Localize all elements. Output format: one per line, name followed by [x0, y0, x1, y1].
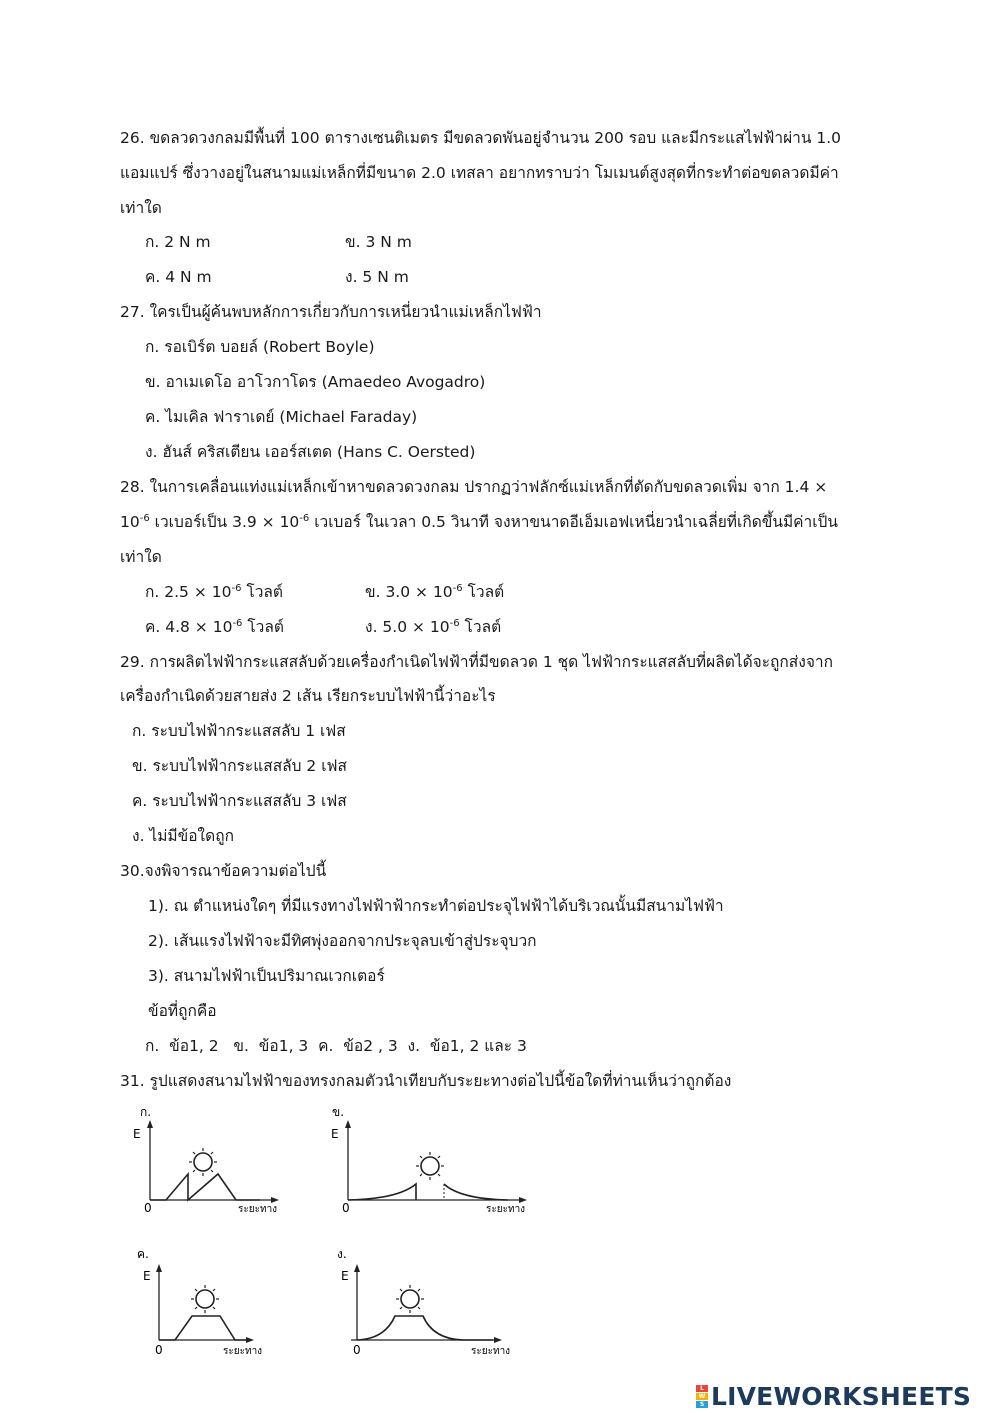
q30-choices: ก. ข้อ1, 2 ข. ข้อ1, 3 ค. ข้อ2 , 3 ง. ข้อ1, 2 และ 3: [145, 1037, 527, 1055]
graph-b-xlabel: ระยะทาง: [486, 1204, 526, 1215]
q27-choice-c: ค. ไมเคิล ฟาราเดย์ (Michael Faraday): [145, 408, 418, 426]
graph-a-origin: 0: [144, 1201, 152, 1215]
q27-choice-b: ข. อาเมเดโอ อาโวกาโดร (Amaedeo Avogadro): [145, 373, 486, 391]
q29-line-1: 29. การผลิตไฟฟ้ากระแสสลับด้วยเครื่องกำเนิดไฟฟ้าที่มีขดลวด 1 ชุด ไฟฟ้ากระแสสลับที่ผลิตได้จะถูกส่งจาก: [120, 653, 834, 671]
graph-b-curve: [348, 1184, 508, 1200]
q29-choice-c: ค. ระบบไฟฟ้ากระแสสลับ 3 เฟส: [132, 792, 347, 810]
graph-b-sphere: [421, 1157, 439, 1175]
q26-line-2: แอมแปร์ ซึ่งวางอยู่ในสนามแม่เหล็กที่มีขนาด 2.0 เทสลา อยากทราบว่า โมเมนต์สูงสุดที่กระทำต่อขดลวดมีค่า: [120, 164, 839, 182]
q26-choice-a: ก. 2 N m: [145, 233, 211, 251]
graph-a-y-arrow: [147, 1120, 153, 1128]
q29-choice-b: ข. ระบบไฟฟ้ากระแสสลับ 2 เฟส: [132, 757, 347, 775]
q28-line-2: $10^{-6}$ เวเบอร์เป็น $3.9 \times 10^{-6}$ เวเบอร์ ในเวลา 0.5 วินาที จงหาขนาดอีเอ็มเอฟเหนี่ยวนำเฉลี่ยที่เกิดขึ้นมีค่าเป็น: [120, 513, 838, 531]
graph-a-curve: [150, 1174, 260, 1200]
graph-d: [333, 1246, 513, 1358]
graph-a-x-arrow: [271, 1197, 279, 1203]
q28-line-3: เท่าใด: [120, 548, 162, 566]
q30-statement-3: 3). สนามไฟฟ้าเป็นปริมาณเวกเตอร์: [148, 967, 385, 985]
q29-line-2: เครื่องกำเนิดด้วยสายส่ง 2 เส้น เรียกระบบไฟฟ้านี้ว่าอะไร: [120, 687, 496, 705]
graph-c-curve: [159, 1316, 247, 1340]
liveworksheets-logo[interactable]: [696, 1381, 971, 1411]
q28-choice-a: ก. $2.5 \times 10^{-6}$ โวลต์: [145, 583, 283, 601]
q30-statement-2: 2). เส้นแรงไฟฟ้าจะมีทิศพุ่งออกจากประจุลบเข้าสู่ประจุบวก: [148, 932, 537, 950]
q26-choice-d: ง. 5 N m: [345, 268, 409, 286]
q30-statement-1: 1). ณ ตำแหน่งใดๆ ที่มีแรงทางไฟฟ้าฟ้ากระทำต่อประจุไฟฟ้าได้บริเวณนั้นมีสนามไฟฟ้า: [148, 897, 724, 915]
graph-c: [135, 1246, 290, 1358]
graph-d-ylabel: E: [341, 1269, 349, 1283]
brand-name: LIVEWORKSHEETS: [711, 1381, 972, 1411]
graph-c-label: ค.: [137, 1247, 149, 1261]
q29-choice-d: ง. ไม่มีข้อใดถูก: [132, 827, 234, 845]
graph-d-xlabel: ระยะทาง: [471, 1346, 511, 1357]
q28-line-1: 28. ในการเคลื่อนแท่งแม่เหล็กเข้าหาขดลวดวงกลม ปรากฏว่าฟลักซ์แม่เหล็กที่ตัดกับขดลวดเพิ่ม จาก 1.4 ×: [120, 478, 828, 496]
q26-line-3: เท่าใด: [120, 199, 162, 217]
graph-d-label: ง.: [337, 1247, 347, 1261]
q28-choice-c: ค. $4.8 \times 10^{-6}$ โวลต์: [145, 618, 284, 636]
graph-b-ylabel: E: [331, 1127, 339, 1141]
q30-line-1: 30.จงพิจารณาข้อความต่อไปนี้: [120, 862, 327, 880]
graph-c-origin: 0: [155, 1343, 163, 1357]
graph-a-ylabel: E: [133, 1127, 141, 1141]
graph-a-xlabel: ระยะทาง: [238, 1204, 278, 1215]
graph-d-x-arrow: [494, 1337, 502, 1343]
graph-c-ylabel: E: [143, 1269, 151, 1283]
graph-d-y-arrow: [354, 1264, 360, 1272]
q26-choice-c: ค. 4 N m: [145, 268, 212, 286]
graph-d-sphere: [401, 1290, 419, 1308]
graph-c-y-arrow: [156, 1264, 162, 1272]
graph-d-curve: [357, 1316, 493, 1340]
graph-b-origin: 0: [342, 1201, 350, 1215]
graph-b: [328, 1104, 533, 1216]
graph-d-origin: 0: [353, 1343, 361, 1357]
graph-a: [130, 1104, 310, 1216]
graph-a-sphere: [194, 1153, 212, 1171]
graph-c-x-arrow: [246, 1337, 254, 1343]
q27-choice-d: ง. ฮันส์ คริสเตียน เออร์สเตด (Hans C. Oersted): [145, 443, 476, 461]
logo-mark-icon: L W S: [696, 1385, 708, 1408]
graph-c-xlabel: ระยะทาง: [223, 1346, 263, 1357]
q28-choice-b: ข. $3.0 \times 10^{-6}$ โวลต์: [365, 583, 505, 601]
q27-line-1: 27. ใครเป็นผู้ค้นพบหลักการเกี่ยวกับการเหนี่ยวนำแม่เหล็กไฟฟ้า: [120, 303, 542, 321]
q26-line-1: 26. ขดลวดวงกลมมีพื้นที่ 100 ตารางเซนติเมตร มีขดลวดพันอยู่จำนวน 200 รอบ และมีกระแสไฟฟ้าผ่าน 1.0: [120, 129, 842, 147]
graph-b-y-arrow: [345, 1120, 351, 1128]
q28-choice-d: ง. $5.0 \times 10^{-6}$ โวลต์: [365, 618, 502, 636]
graph-a-label: ก.: [140, 1105, 152, 1119]
graph-b-x-arrow: [519, 1197, 527, 1203]
graph-c-sphere: [196, 1290, 214, 1308]
q31-line-1: 31. รูปแสดงสนามไฟฟ้าของทรงกลมตัวนำเทียบกับระยะทางต่อไปนี้ข้อใดที่ท่านเห็นว่าถูกต้อง: [120, 1072, 732, 1090]
q26-choice-b: ข. 3 N m: [345, 233, 412, 251]
graph-b-label: ข.: [332, 1105, 345, 1119]
q30-prompt: ข้อที่ถูกคือ: [148, 1002, 217, 1020]
q27-choice-a: ก. รอเบิร์ต บอยล์ (Robert Boyle): [145, 338, 375, 356]
q29-choice-a: ก. ระบบไฟฟ้ากระแสสลับ 1 เฟส: [132, 722, 346, 740]
